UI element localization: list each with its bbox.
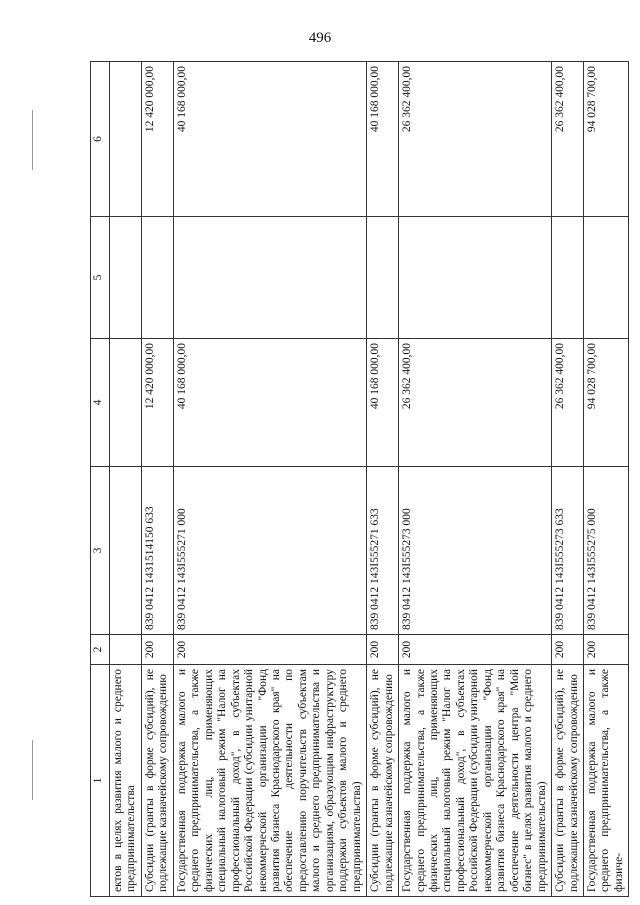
table-row xyxy=(367,62,399,897)
row-code xyxy=(110,635,142,665)
row-kbk xyxy=(110,467,142,635)
row-total: 26 362 400,00 xyxy=(552,62,584,217)
row-name: Государственная поддержка малого и среднего предпринимательства, а также физических лиц, применяющих специальный налоговый режим "Налог на профессиональный доход", в субъектах Российской Федерации (субсидии унитарной некоммерческой организации "Фонд развития бизнеса Краснодарского края" на обеспечение деятельности по предоставлению поручительств субъектам малого и среднего предпринимательства и организациям, образующим инфраструктуру поддержки субъектов малого и среднего предпринимательства) xyxy=(173,665,366,897)
row-col5 xyxy=(141,217,173,339)
left-margin-line xyxy=(32,110,33,170)
row-code: 200 xyxy=(173,635,366,665)
table-row xyxy=(110,62,142,897)
row-code: 200 xyxy=(141,635,173,665)
header-col-6: 6 xyxy=(91,62,110,217)
row-total: 40 168 000,00 xyxy=(173,62,366,217)
row-code: 200 xyxy=(583,635,628,665)
row-col5 xyxy=(367,217,399,339)
row-col5 xyxy=(399,217,552,339)
row-col5 xyxy=(110,217,142,339)
header-col-4: 4 xyxy=(91,339,110,467)
row-amount: 12 420 000,00 xyxy=(141,339,173,467)
row-total: 12 420 000,00 xyxy=(141,62,173,217)
row-amount: 26 362 400,00 xyxy=(552,339,584,467)
row-code: 200 xyxy=(399,635,552,665)
row-amount: 40 168 000,00 xyxy=(173,339,366,467)
left-margin-line xyxy=(32,740,33,800)
row-kbk: 839 0412 143I555275 000 xyxy=(583,467,628,635)
row-total: 26 362 400,00 xyxy=(399,62,552,217)
row-col5 xyxy=(552,217,584,339)
row-total: 40 168 000,00 xyxy=(367,62,399,217)
table-row xyxy=(399,62,552,897)
header-col-5: 5 xyxy=(91,217,110,339)
row-kbk: 839 0412 143I555273 000 xyxy=(399,467,552,635)
header-col-2: 2 xyxy=(91,635,110,665)
row-kbk: 839 0412 1431514150 633 xyxy=(141,467,173,635)
row-amount xyxy=(110,339,142,467)
table-row xyxy=(173,62,366,897)
row-amount: 94 028 700,00 xyxy=(583,339,628,467)
row-amount: 26 362 400,00 xyxy=(399,339,552,467)
rotated-table-container xyxy=(90,62,625,897)
row-col5 xyxy=(583,217,628,339)
row-col5 xyxy=(173,217,366,339)
row-name: Государственная поддержка малого и среднего предпринимательства, а также физических лиц, применяющих специальный налоговый режим "Налог на профессиональный доход", в субъектах Российской Федерации (субсидии унитарной некоммерческой организации "Фонд развития бизнеса Краснодарского края" на обеспечение деятельности центра "Мой бизнес" в целях развития малого и среднего предпринимательства) xyxy=(399,665,552,897)
row-total xyxy=(110,62,142,217)
row-name: ектов в целях развития малого и среднего предпринимательства xyxy=(110,665,142,897)
page-number: 496 xyxy=(308,30,332,46)
header-col-1: 1 xyxy=(91,665,110,897)
row-kbk: 839 0412 143I555271 000 xyxy=(173,467,366,635)
table-row xyxy=(583,62,628,897)
table-header-row xyxy=(91,62,110,897)
row-name: Субсидии (гранты в форме субсидий), не подлежащие казначейскому сопровождению xyxy=(367,665,399,897)
row-code: 200 xyxy=(367,635,399,665)
table-row xyxy=(141,62,173,897)
row-name: Государственная поддержка малого и среднего предпринимательства, а также физиче- xyxy=(583,665,628,897)
table-row xyxy=(552,62,584,897)
row-kbk: 839 0412 143I555273 633 xyxy=(552,467,584,635)
row-kbk: 839 0412 143I555271 633 xyxy=(367,467,399,635)
row-total: 94 028 700,00 xyxy=(583,62,628,217)
budget-table xyxy=(90,61,629,897)
row-code: 200 xyxy=(552,635,584,665)
row-amount: 40 168 000,00 xyxy=(367,339,399,467)
row-name: Субсидии (гранты в форме субсидий), не подлежащие казначейскому сопровождению xyxy=(141,665,173,897)
row-name: Субсидии (гранты в форме субсидий), не подлежащие казначейскому сопровождению xyxy=(552,665,584,897)
header-col-3: 3 xyxy=(91,467,110,635)
